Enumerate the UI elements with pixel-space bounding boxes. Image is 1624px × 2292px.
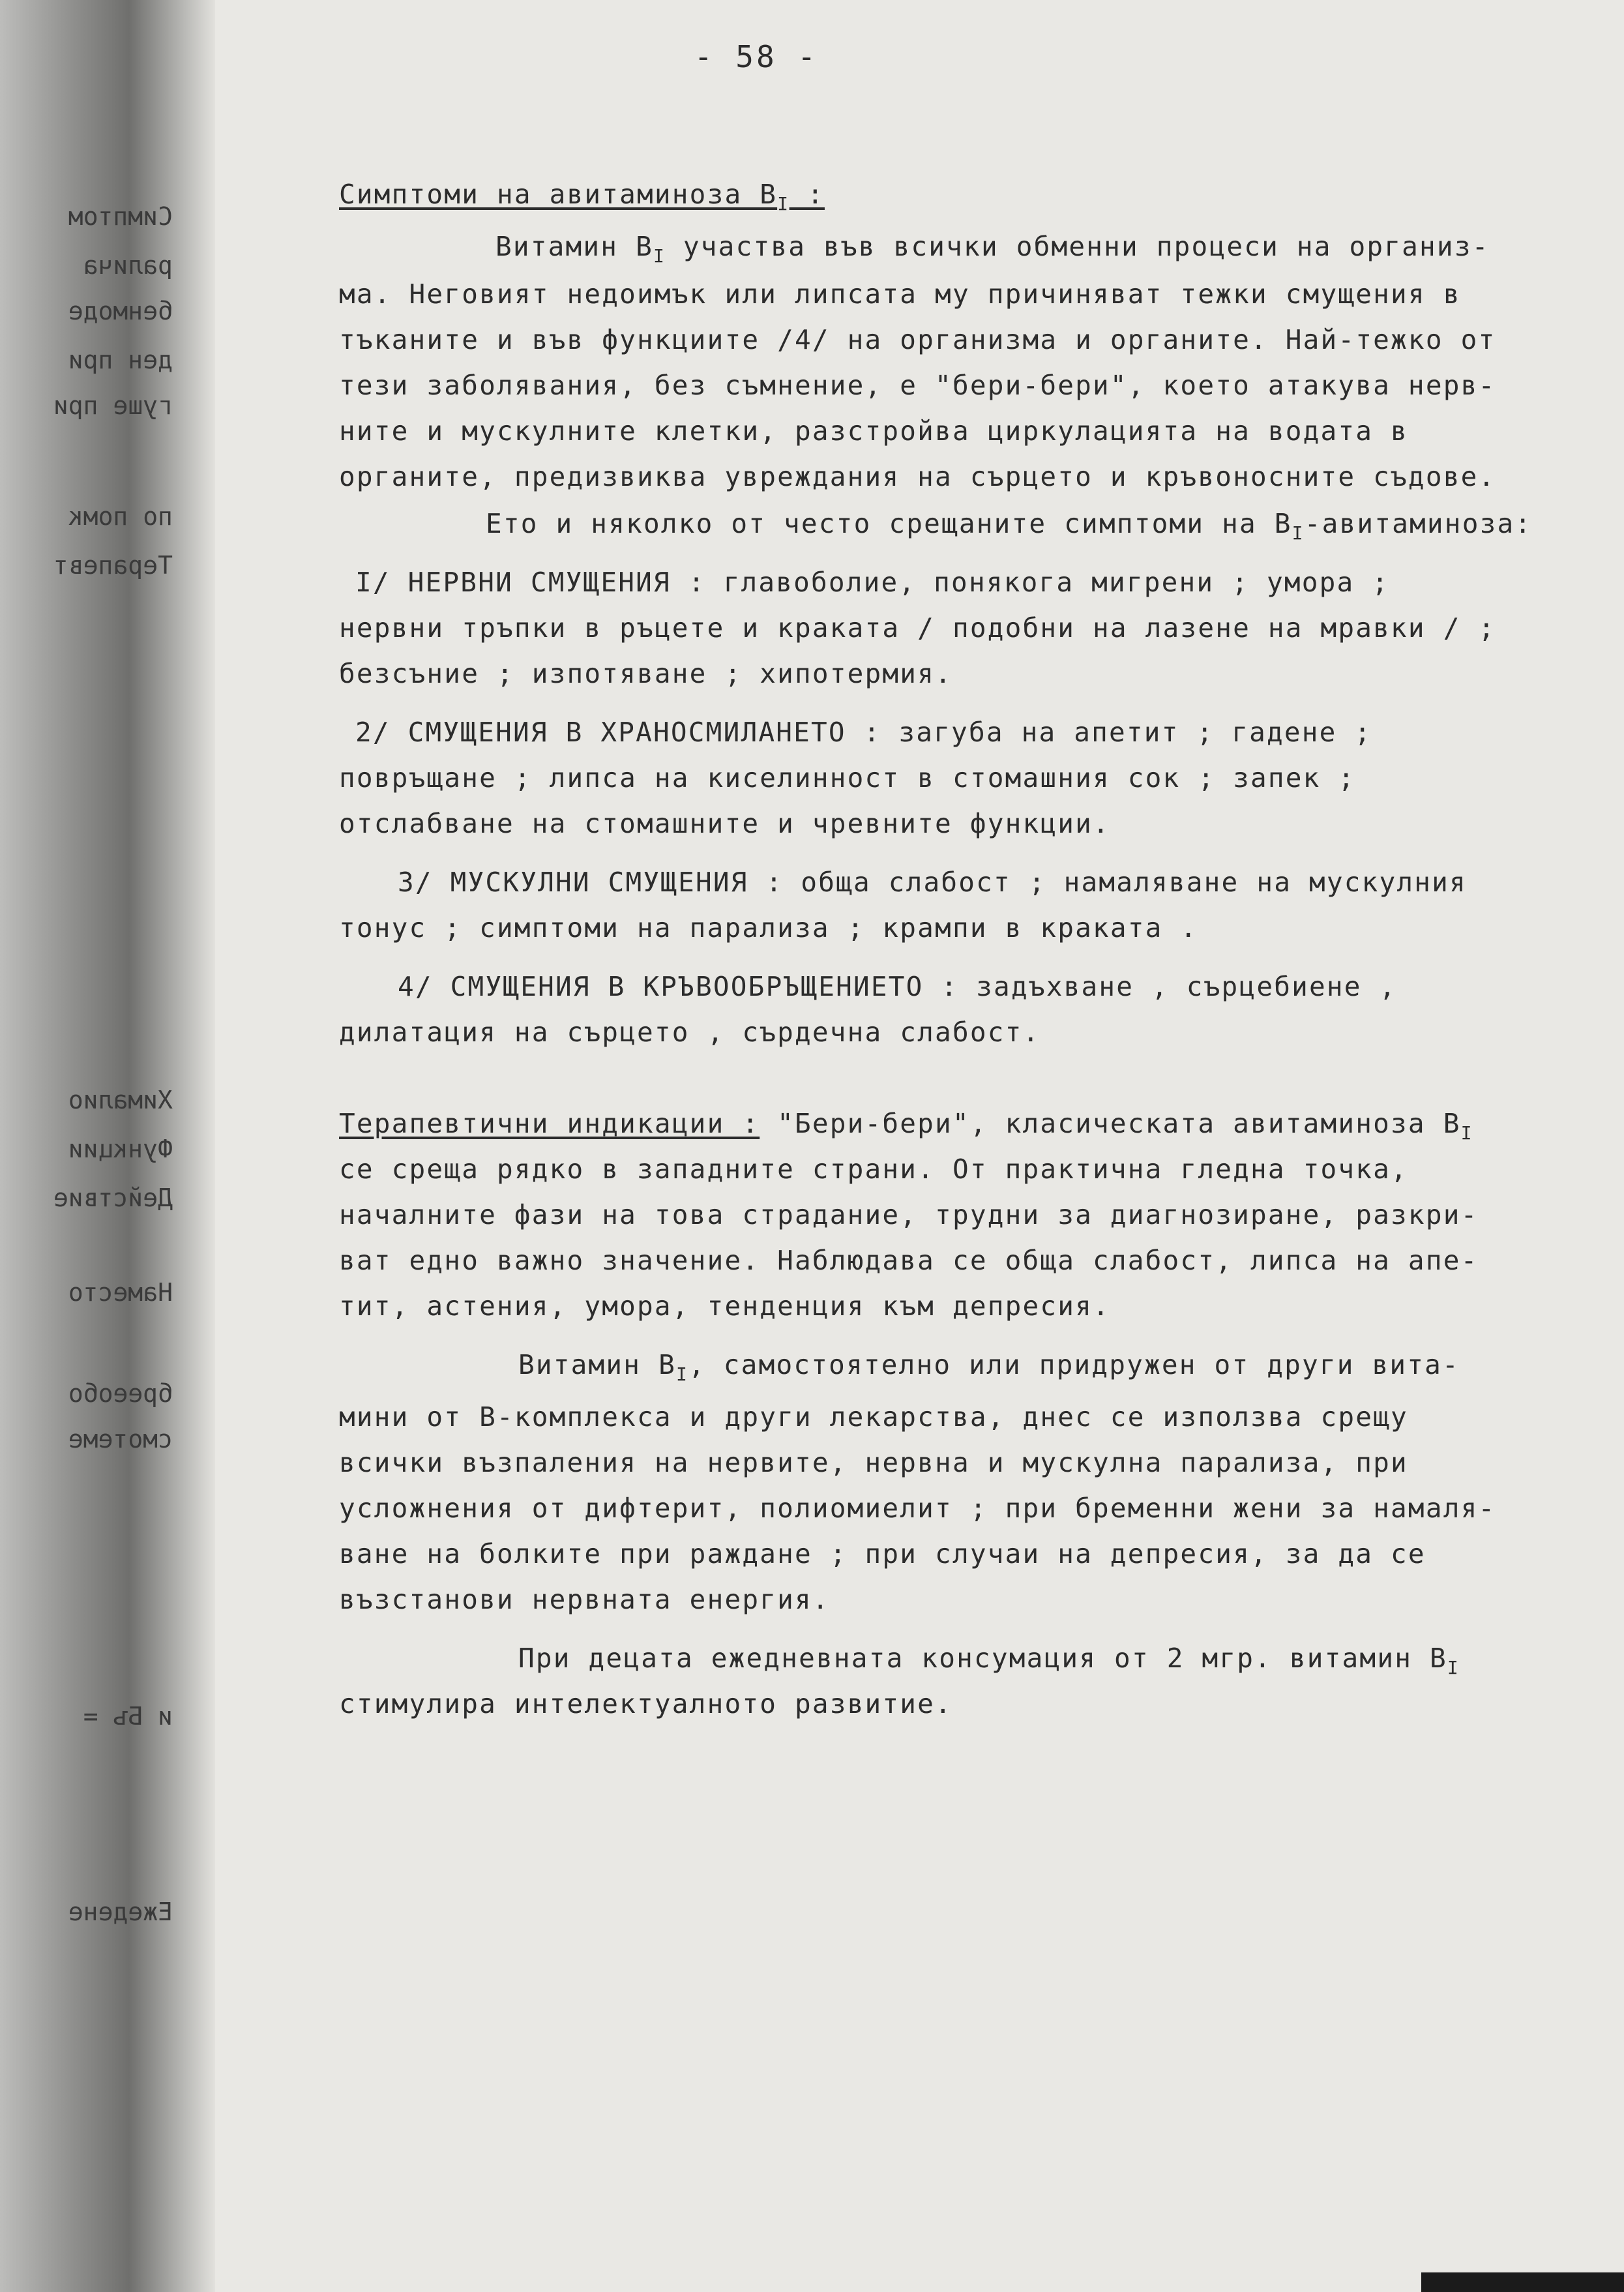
paragraph-line: ните и мускулните клетки, разстройва циркулацията на водата в (339, 415, 1408, 447)
paragraph-line: безсъние ; изпотяване ; хипотермия. (339, 658, 952, 689)
paragraph-line: тези заболявания, без съмнение, е "бери-бери", което атакува нерв- (339, 370, 1496, 401)
list-item: 3/ МУСКУЛНИ СМУЩЕНИЯ : обща слабост ; намаляване на мускулния (398, 867, 1467, 898)
paragraph-line: При децата ежедневната консумация от 2 мгр. витамин $B_I$ (518, 1643, 1460, 1678)
paragraph-line: всички възпаления на нервите, нервна и мускулна парализа, при (339, 1447, 1408, 1478)
bleed-line: ралича (83, 251, 173, 280)
bleed-line: Симптом (68, 202, 173, 231)
bleed-line: бенмоде (68, 297, 173, 325)
bleed-line: Хималио (68, 1086, 173, 1114)
paragraph-line: ма. Неговият недоимък или липсата му причиняват тежки смущения в (339, 278, 1461, 310)
paragraph-line: усложнения от дифтерит, полиомиелит ; при бременни жени за намаля- (339, 1493, 1496, 1524)
paragraph-line: Ето и няколко от често срещаните симптоми на $B_I$-авитаминоза: (486, 508, 1533, 544)
paragraph-line: нервни тръпки в ръцете и краката / подобни на лазене на мравки / ; (339, 612, 1496, 644)
paragraph-line: възстанови нервната енергия. (339, 1584, 830, 1615)
scan-bottom-edge (1421, 2272, 1624, 2292)
list-item: I/ НЕРВНИ СМУЩЕНИЯ : главоболие, понякога мигрени ; умора ; (355, 567, 1390, 598)
bleed-line: Терапевт (53, 551, 173, 580)
paragraph-line: дилатация на сърцето , сърдечна слабост. (339, 1017, 1041, 1048)
paragraph-line: ват едно важно значение. Наблюдава се обща слабост, липса на апе- (339, 1245, 1479, 1276)
bleed-line: Наместо (68, 1278, 173, 1307)
bleed-line: и Бъ = (83, 1702, 173, 1731)
paragraph-line: органите, предизвиква увреждания на сърцето и кръвоносните съдове. (339, 461, 1496, 492)
bleed-line: Действие (53, 1183, 173, 1212)
bleed-line: ден при (68, 346, 173, 374)
bleed-line: гуше при (53, 391, 173, 420)
bleed-line: смотеме (68, 1425, 173, 1453)
paragraph-line: тит, астения, умора, тенденция към депресия. (339, 1290, 1110, 1322)
paragraph-line: се среща рядко в западните страни. От практична гледна точка, (339, 1153, 1408, 1185)
paragraph-line: стимулира интелектуалното развитие. (339, 1688, 952, 1719)
paragraph-line: Витамин $B_I$ участва във всички обменни процеси на организ- (495, 231, 1490, 267)
section-heading-therapy: Терапевтични индикации : (339, 1108, 760, 1139)
list-item: 2/ СМУЩЕНИЯ В ХРАНОСМИЛАНЕТО : загуба на апетит ; гадене ; (355, 717, 1372, 748)
page-number: - 58 - (694, 39, 819, 74)
paragraph-line: отслабване на стомашните и чревните функции. (339, 808, 1110, 839)
section-heading-therapy-line: Терапевтични индикации : "Бери-бери", класическата авитаминоза $B_I$ (339, 1108, 1473, 1144)
bleed-line: по помк (68, 502, 173, 531)
paragraph-line: тъканите и във функциите /4/ на организма и органите. Най-тежко от (339, 324, 1496, 355)
paragraph-line: тонус ; симптоми на парализа ; крампи в краката . (339, 912, 1198, 944)
paragraph-line: Витамин $B_I$, самостоятелно или придружен от други вита- (518, 1349, 1460, 1385)
bleed-line: Функции (68, 1135, 173, 1163)
list-item: 4/ СМУЩЕНИЯ В КРЪВООБРЪЩЕНИЕТО : задъхване , сърцебиене , (398, 971, 1397, 1002)
paragraph-line: мини от B-комплекса и други лекарства, днес се използва срещу (339, 1401, 1408, 1433)
paragraph-line: ване на болките при раждане ; при случаи на депресия, за да се (339, 1538, 1426, 1570)
section-heading-symptoms: Симптоми на авитаминоза $B_I$ : (339, 179, 825, 215)
paragraph-line: началните фази на това страдание, трудни за диагнозиране, разкри- (339, 1199, 1479, 1230)
paragraph-line: повръщане ; липса на киселинност в стомашния сок ; запек ; (339, 762, 1356, 794)
document-page (329, 26, 1594, 2256)
bleed-line: брееобо (68, 1379, 173, 1408)
bleed-through-text (7, 0, 173, 2292)
bleed-line: Ежедене (68, 1898, 173, 1926)
